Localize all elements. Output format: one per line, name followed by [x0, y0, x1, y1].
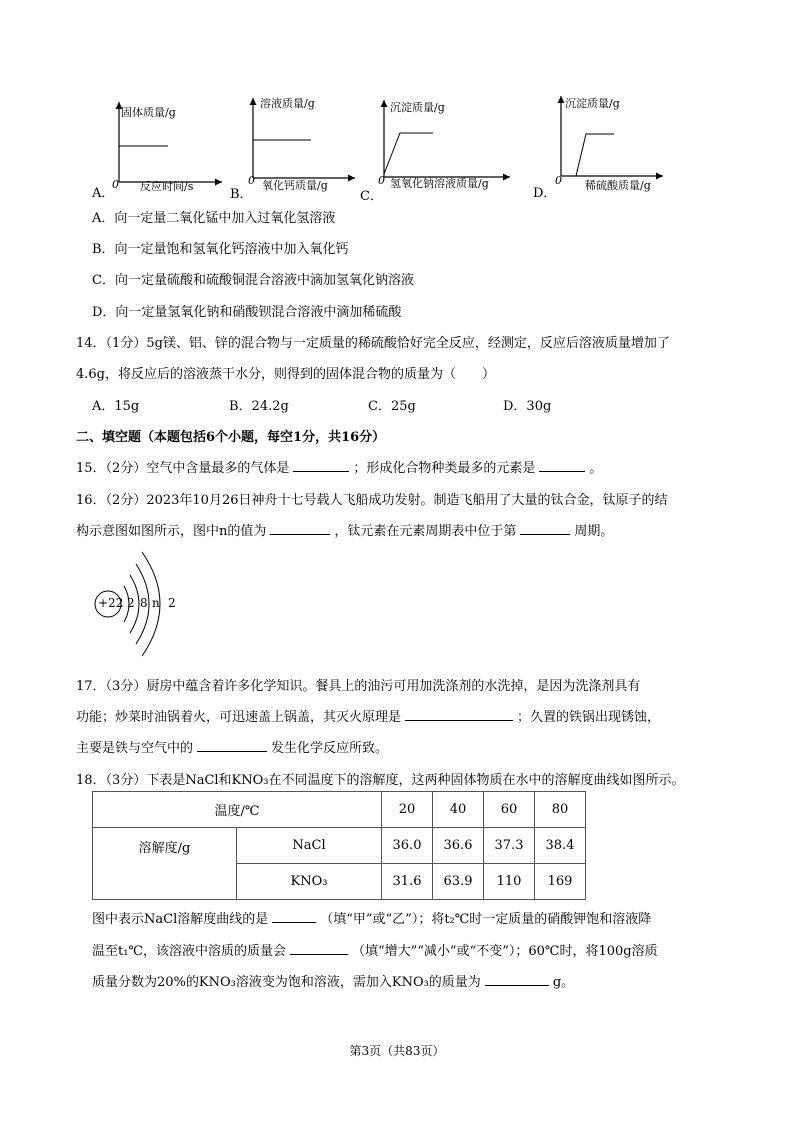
graph-d-letter: D．	[533, 186, 557, 201]
atom-shell-2: 8	[140, 596, 148, 610]
q18-line2	[92, 908, 651, 927]
q18-blank-2[interactable]	[290, 942, 348, 955]
q17-line3	[76, 737, 388, 756]
solubility-table	[92, 791, 586, 900]
table-cell: 31.6	[382, 864, 433, 900]
table-cell: 37.3	[484, 828, 535, 864]
table-temp-cell: 60	[484, 792, 535, 828]
table-row	[93, 792, 586, 828]
q18-text-c: 温至t₁℃，该溶液中溶质的质量会	[92, 944, 286, 959]
q18-line1: 18．（3分）下表是NaCl和KNO₃在不同温度下的溶解度，这两种固体物质在水中的溶解度曲线如图所示。	[76, 773, 685, 788]
table-cell: 36.0	[382, 828, 433, 864]
table-solubility-label: 溶解度/g	[93, 828, 237, 900]
atom-shell-4: 2	[168, 596, 176, 610]
table-temp-cell: 20	[382, 792, 433, 828]
graph-b-letter: B．	[230, 187, 253, 202]
table-header-temp: 温度/℃	[93, 792, 382, 828]
q18-text-d: （填“增大”“减小”或“不变”）；60℃时，将100g溶质	[351, 944, 658, 959]
atom-diagram	[90, 540, 210, 670]
graph-d	[533, 90, 673, 200]
q17-text-c: 主要是铁与空气中的	[76, 741, 194, 756]
q18-text-f: g。	[552, 975, 575, 990]
graph-c-origin: 0	[378, 174, 385, 187]
q16-blank-1[interactable]	[270, 522, 330, 535]
graph-c-xlabel: 氢氧化钠溶液质量/g	[390, 177, 489, 190]
graph-d-curve	[561, 134, 614, 176]
q18-blank-3[interactable]	[485, 973, 549, 986]
q16-line1: 16．（2分）2023年10月26日神舟十七号载人飞船成功发射。制造飞船用了大量的钛合金，钛原子的结	[76, 493, 668, 508]
graph-b-xlabel: 氧化钙质量/g	[262, 179, 328, 192]
table-cell: 63.9	[433, 864, 484, 900]
q18-text-a: 图中表示NaCl溶解度曲线的是	[92, 912, 269, 927]
graph-b-origin: 0	[248, 174, 255, 187]
atom-nucleus: +22	[98, 596, 124, 610]
graph-a-letter: A．	[92, 186, 115, 201]
q13-option-d: D．向一定量氢氧化钠和硝酸钡混合溶液中滴加稀硫酸	[92, 305, 402, 320]
q16-blank-2[interactable]	[520, 522, 570, 535]
q14-option-b: B．24.2g	[229, 399, 289, 414]
table-row-name: KNO₃	[237, 864, 382, 900]
q18-text-e: 质量分数为20%的KNO₃溶液变为饱和溶液，需加入KNO₃的质量为	[92, 975, 481, 990]
q15-text-a: 15．（2分）空气中含量最多的气体是	[76, 461, 290, 476]
q13-option-a: A．向一定量二氧化锰中加入过氧化氢溶液	[92, 211, 336, 226]
graph-c	[360, 92, 530, 202]
graph-a-xlabel: 反应时间/s	[140, 180, 194, 193]
q17-line2	[76, 706, 660, 725]
table-row	[93, 828, 586, 864]
q18-blank-1[interactable]	[272, 910, 316, 923]
table-cell: 110	[484, 864, 535, 900]
q13-option-c: C．向一定量硫酸和硫酸铜混合溶液中滴加氢氧化钠溶液	[92, 273, 414, 288]
q17-text-b: ；久置的铁锅出现锈蚀，	[517, 710, 661, 725]
q18-line3	[92, 940, 658, 959]
graph-b-ylabel: 溶液质量/g	[260, 97, 315, 110]
q17-text-a: 功能；炒菜时油锅着火，可迅速盖上锅盖，其灭火原理是	[76, 710, 402, 725]
q15-text-c: 。	[589, 461, 603, 476]
q15-line	[76, 457, 602, 476]
q15-blank-1[interactable]	[293, 459, 349, 472]
graph-a-origin: 0	[112, 178, 119, 191]
q17-text-d: 发生化学反应所致。	[271, 741, 389, 756]
q17-line1: 17．（3分）厨房中蕴含着许多化学知识。餐具上的油污可用加洗涤剂的水洗掉，是因为洗涤剂具有	[76, 679, 641, 694]
q16-text-b: ，钛元素在元素周期表中位于第	[334, 524, 517, 539]
graph-a-ylabel: 固体质量/g	[121, 106, 176, 119]
table-cell: 38.4	[535, 828, 586, 864]
table-row-name: NaCl	[237, 828, 382, 864]
q16-text-a: 构示意图如图所示，图中n的值为	[76, 524, 267, 539]
q16-text-c: 周期。	[574, 524, 614, 539]
graph-c-curve	[384, 133, 433, 174]
atom-shell-3: n	[152, 596, 160, 610]
page-footer: 第3页（共83页）	[349, 1044, 445, 1058]
section-heading: 二、填空题（本题包括6个小题，每空1分，共16分）	[76, 430, 386, 445]
atom-shell-1: 2	[127, 596, 135, 610]
graph-d-ylabel: 沉淀质量/g	[565, 97, 620, 110]
q15-blank-2[interactable]	[539, 459, 585, 472]
table-temp-cell: 40	[433, 792, 484, 828]
graph-d-xlabel: 稀硫酸质量/g	[585, 179, 651, 192]
table-temp-cell: 80	[535, 792, 586, 828]
q14-line1: 14．（1分）5g镁、铝、锌的混合物与一定质量的稀硫酸恰好完全反应，经测定，反应后溶液质量增加了	[76, 336, 670, 351]
q18-line4	[92, 971, 574, 990]
graph-d-origin: 0	[555, 174, 562, 187]
graph-b	[230, 90, 370, 200]
q14-line2: 4.6g，将反应后的溶液蒸干水分，则得到的固体混合物的质量为（ ）	[76, 367, 495, 382]
q14-option-c: C．25g	[368, 399, 416, 414]
q17-blank-1[interactable]	[405, 708, 513, 721]
graph-c-ylabel: 沉淀质量/g	[390, 101, 445, 114]
q16-line2	[76, 520, 613, 539]
table-cell: 169	[535, 864, 586, 900]
q14-option-d: D．30g	[503, 399, 552, 414]
q14-option-a: A．15g	[92, 399, 140, 414]
q13-option-b: B．向一定量饱和氢氧化钙溶液中加入氧化钙	[92, 242, 349, 257]
graph-a	[92, 90, 242, 200]
q17-blank-2[interactable]	[197, 739, 267, 752]
graph-c-letter: C．	[360, 189, 383, 204]
q18-text-b: （填“甲”或“乙”）；将t₂℃时一定质量的硝酸钾饱和溶液降	[320, 912, 652, 927]
table-cell: 36.6	[433, 828, 484, 864]
q15-text-b: ；形成化合物种类最多的元素是	[353, 461, 536, 476]
